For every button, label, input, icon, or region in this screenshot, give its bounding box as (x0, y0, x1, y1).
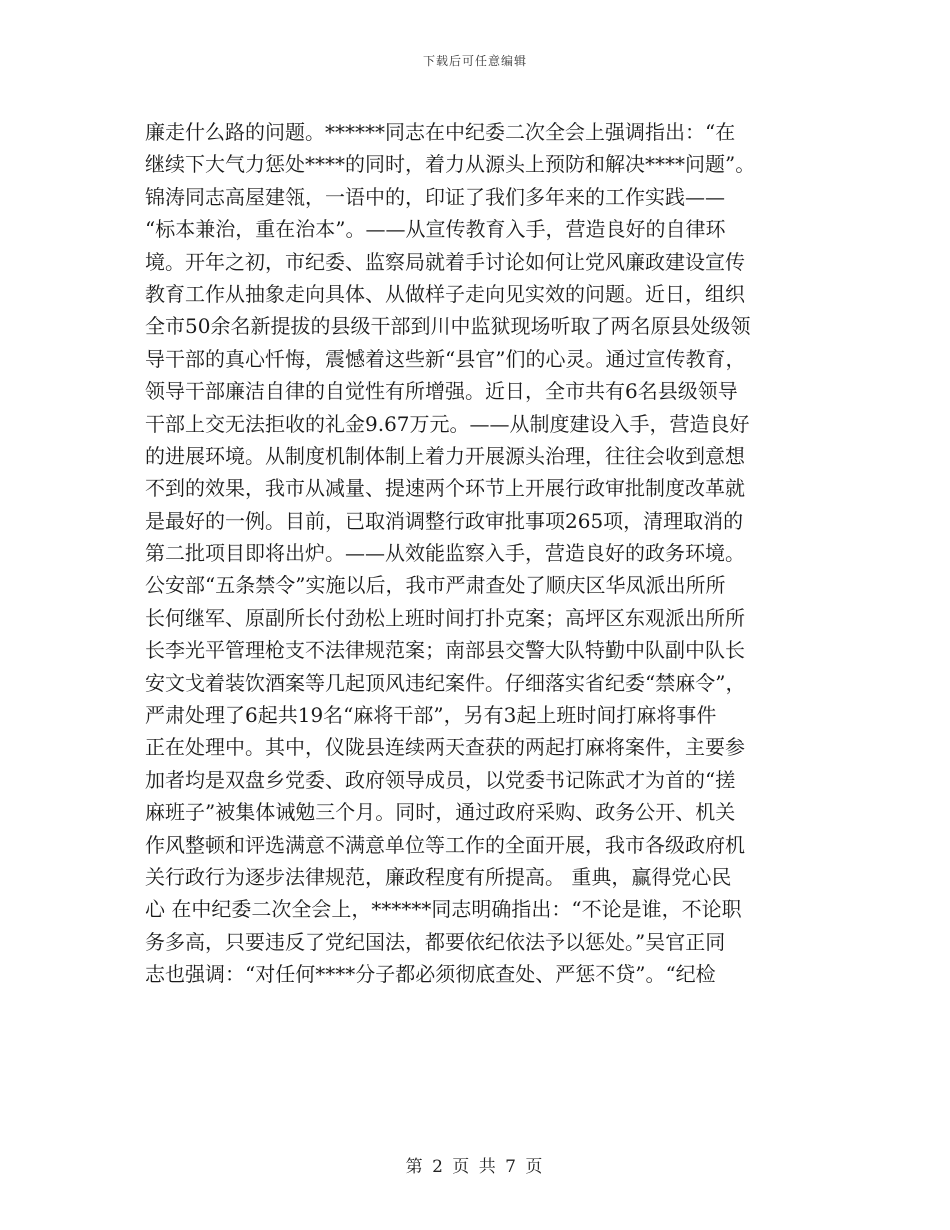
text-line: 加者均是双盘乡党委、政府领导成员，以党委书记陈武才为首的“搓 (145, 767, 736, 792)
text-line: 安文戈着装饮酒案等几起顶风违纪案件。仔细落实省纪委“禁麻令”， (145, 670, 746, 695)
text-line: 教育工作从抽象走向具体、从做样子走向见实效的问题。近日，组织 (145, 281, 745, 306)
text-line: 廉走什么路的问题。******同志在中纪委二次全会上强调指出：“在 (145, 120, 736, 144)
text-line: 正在处理中。其中，仪陇县连续两天查获的两起打麻将案件，主要参 (145, 735, 745, 760)
text-line: 锦涛同志高屋建瓴，一语中的，印证了我们多年来的工作实践—— (145, 184, 725, 209)
text-line: 严肃处理了6起共19名“麻将干部”，另有3起上班时间打麻将事件 (145, 703, 717, 728)
page-number-footer: 第 2 页 共 7 页 (405, 1157, 545, 1177)
text-line: 作风整顿和评选满意不满意单位等工作的全面开展，我市各级政府机 (145, 832, 745, 857)
text-line: “标本兼治，重在治本”。——从宣传教育入手，营造良好的自律环 (145, 217, 726, 242)
text-line: 是最好的一例。目前，已取消调整行政审批事项265项，清理取消的 (145, 508, 744, 533)
text-line: 第二批项目即将出炉。——从效能监察入手，营造良好的政务环境。 (145, 541, 745, 566)
text-line: 领导干部廉洁自律的自觉性有所增强。近日，全市共有6名县级领导 (145, 379, 738, 404)
text-line: 干部上交无法拒收的礼金9.67万元。——从制度建设入手，营造良好 (145, 411, 750, 436)
text-line: 公安部“五条禁令”实施以后，我市严肃查处了顺庆区华凤派出所所 (145, 573, 726, 598)
text-line: 不到的效果，我市从减量、提速两个环节上开展行政审批制度改革就 (145, 476, 745, 501)
text-line: 心 在中纪委二次全会上，******同志明确指出：“不论是谁，不论职 (145, 897, 742, 922)
page-header: 下载后可任意编辑 (422, 54, 527, 68)
text-line: 麻班子”被集体诫勉三个月。同时，通过政府采购、政务公开、机关 (145, 800, 736, 825)
text-line: 长李光平管理枪支不法律规范案；南部县交警大队特勤中队副中队长 (145, 638, 745, 663)
text-line: 的进展环境。从制度机制体制上着力开展源头治理，往往会收到意想 (145, 443, 745, 468)
text-line: 继续下大气力惩处****的同时，着力从源头上预防和解决****问题”。 (145, 152, 756, 177)
text-line: 导干部的真心忏悔，震憾着这些新“县官”们的心灵。通过宣传教育， (145, 346, 746, 371)
text-line: 志也强调：“对任何****分子都必须彻底查处、严惩不贷”。“纪检 (145, 962, 716, 987)
text-line: 务多高，只要违反了党纪国法，都要依纪依法予以惩处。”吴官正同 (145, 929, 726, 954)
text-line: 长何继军、原副所长付劲松上班时间打扑克案；高坪区东观派出所所 (145, 605, 745, 630)
text-line: 关行政行为逐步法律规范，廉政程度有所提高。 重典，赢得党心民 (145, 864, 732, 889)
document-body (145, 116, 805, 991)
text-line: 全市50余名新提拔的县级干部到川中监狱现场听取了两名原县处级领 (145, 314, 751, 339)
text-line: 境。开年之初，市纪委、监察局就着手讨论如何让党风廉政建设宣传 (145, 249, 745, 274)
